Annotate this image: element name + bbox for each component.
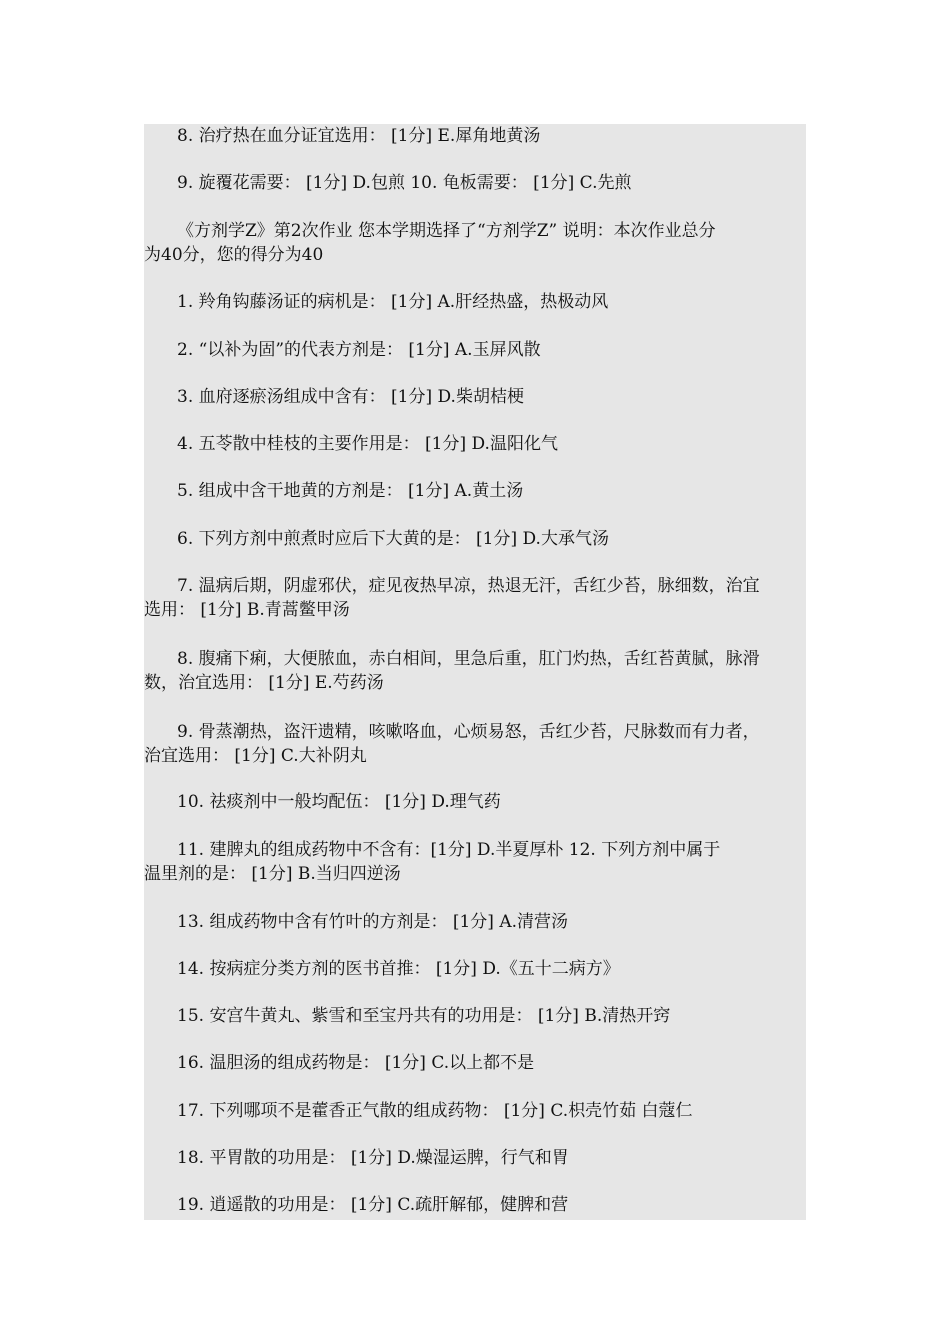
text-line: 14. 按病症分类方剂的医书首推： [1分] D.《五十二病方》 xyxy=(177,959,620,979)
paragraph-q3 xyxy=(144,385,806,409)
text-line: 9. 骨蒸潮热，盗汗遗精，咳嗽咯血，心烦易怒，舌红少苔，尺脉数而有力者， xyxy=(177,722,760,742)
paragraph-q8-part1 xyxy=(144,124,806,148)
text-line: 18. 平胃散的功用是： [1分] D.燥湿运脾，行气和胃 xyxy=(177,1148,569,1168)
text-line: 9. 旋覆花需要： [1分] D.包煎 10. 龟板需要： [1分] C.先煎 xyxy=(177,173,632,193)
paragraph-q13 xyxy=(144,910,806,934)
text-line: 选用： [1分] B.青蒿鳖甲汤 xyxy=(144,600,350,620)
paragraph-q2 xyxy=(144,338,806,362)
paragraph-q14 xyxy=(144,957,806,981)
paragraph-q9 xyxy=(144,720,806,768)
paragraph-q6 xyxy=(144,527,806,551)
text-line: 为40分，您的得分为40 xyxy=(144,245,324,265)
text-line: 17. 下列哪项不是藿香正气散的组成药物： [1分] C.枳壳竹茹 白蔻仁 xyxy=(177,1101,693,1121)
paragraph-q4 xyxy=(144,432,806,456)
text-line: 13. 组成药物中含有竹叶的方剂是： [1分] A.清营汤 xyxy=(177,912,569,932)
paragraph-q17 xyxy=(144,1099,806,1123)
paragraph-q18 xyxy=(144,1146,806,1170)
paragraph-q9-q10-part1 xyxy=(144,171,806,195)
text-line: 19. 逍遥散的功用是： [1分] C.疏肝解郁，健脾和营 xyxy=(177,1195,569,1215)
text-line: 10. 祛痰剂中一般均配伍： [1分] D.理气药 xyxy=(177,792,501,812)
text-line: 1. 羚角钩藤汤证的病机是： [1分] A.肝经热盛，热极动风 xyxy=(177,292,609,312)
paragraph-q5 xyxy=(144,479,806,503)
paragraph-q16 xyxy=(144,1051,806,1075)
paragraph-q10 xyxy=(144,790,806,814)
text-line: 8. 治疗热在血分证宜选用： [1分] E.犀角地黄汤 xyxy=(177,126,541,146)
paragraph-q11-q12 xyxy=(144,838,806,886)
text-line: 11. 建脾丸的组成药物中不含有：[1分] D.半夏厚朴 12. 下列方剂中属于 xyxy=(177,840,721,860)
text-line: 2. “以补为固”的代表方剂是： [1分] A.玉屏风散 xyxy=(177,340,541,360)
text-line: 8. 腹痛下痢，大便脓血，赤白相间，里急后重，肛门灼热，舌红苔黄腻，脉滑 xyxy=(177,649,760,669)
text-line: 《方剂学Z》第2次作业 您本学期选择了“方剂学Z” 说明：本次作业总分 xyxy=(177,221,716,241)
text-line: 治宜选用： [1分] C.大补阴丸 xyxy=(144,746,367,766)
text-line: 4. 五苓散中桂枝的主要作用是： [1分] D.温阳化气 xyxy=(177,434,558,454)
text-line: 7. 温病后期，阴虚邪伏，症见夜热早凉，热退无汗，舌红少苔，脉细数，治宜 xyxy=(177,576,760,596)
paragraph-q1 xyxy=(144,290,806,314)
text-line: 5. 组成中含干地黄的方剂是： [1分] A.黄土汤 xyxy=(177,481,524,501)
paragraph-q7 xyxy=(144,574,806,622)
paragraph-q15 xyxy=(144,1004,806,1028)
text-line: 3. 血府逐瘀汤组成中含有： [1分] D.柴胡桔梗 xyxy=(177,387,524,407)
paragraph-assignment-header xyxy=(144,219,806,267)
text-line: 6. 下列方剂中煎煮时应后下大黄的是： [1分] D.大承气汤 xyxy=(177,529,609,549)
paragraph-q19 xyxy=(144,1193,806,1217)
text-line: 数，治宜选用： [1分] E.芍药汤 xyxy=(144,673,384,693)
paragraph-q8 xyxy=(144,647,806,695)
text-line: 15. 安宫牛黄丸、紫雪和至宝丹共有的功用是： [1分] B.清热开窍 xyxy=(177,1006,671,1026)
text-line: 温里剂的是： [1分] B.当归四逆汤 xyxy=(144,864,401,884)
text-line: 16. 温胆汤的组成药物是： [1分] C.以上都不是 xyxy=(177,1053,535,1073)
